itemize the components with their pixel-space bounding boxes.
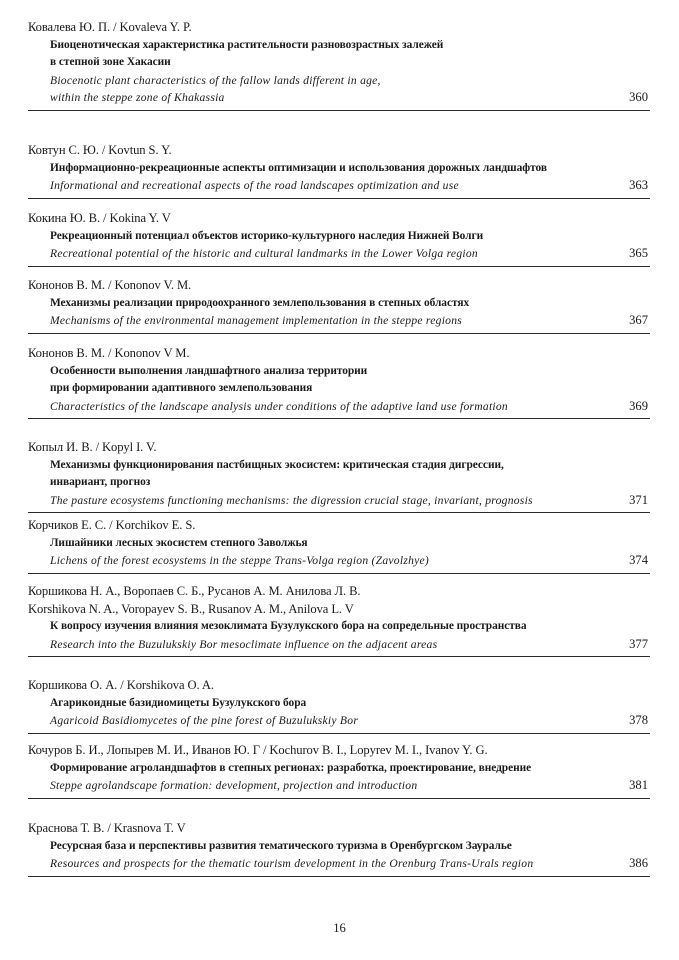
entry-page-number: 363	[629, 178, 648, 192]
entry-authors: Краснова Т. В. / Krasnova T. V	[28, 821, 186, 835]
entry-authors: Коршикова О. А. / Korshikova O. A.	[28, 678, 214, 692]
entry-page-number: 369	[629, 398, 648, 413]
entry-title-en-row	[28, 72, 650, 90]
entry-authors: Кочуров Б. И., Лопырев М. И., Иванов Ю. Г / Kochurov B. I., Lopyrev M. I., Ivanov Y. G.	[28, 743, 488, 757]
entry-title-en: Biocenotic plant characteristics of the fallow lands different in age,	[50, 73, 381, 87]
entry-authors: Кононов В. М. / Kononov V M.	[28, 346, 190, 360]
entry-page-number: 371	[629, 492, 648, 507]
entry-authors: Кононов В. М. / Kononov V. M.	[28, 278, 192, 292]
toc-entry	[28, 820, 650, 877]
entry-authors: Копыл И. В. / Kopyl I. V.	[28, 440, 157, 454]
entry-title-ru: Механизмы функционирования пастбищных экосистем: критическая стадия дигрессии,	[50, 458, 504, 471]
toc-entry	[28, 742, 650, 799]
entry-page-number: 365	[629, 246, 648, 260]
entry-title-en: within the steppe zone of Khakassia	[50, 91, 225, 104]
entry-title-en-row	[28, 89, 650, 107]
entry-title-en: Lichens of the forest ecosystems in the steppe Trans-Volga region (Zavolzhye)	[50, 554, 430, 567]
entry-title-ru: Информационно-рекреационные аспекты оптимизации и использования дорожных ландшафтов	[50, 161, 547, 174]
entry-title-ru: в степной зоне Хакасии	[50, 56, 171, 68]
entry-authors: Коршикова Н. А., Воропаев С. Б., Русанов А. М. Анилова Л. В.	[28, 584, 361, 598]
entry-title-ru: Особенности выполнения ландшафтного анализа территории	[50, 364, 368, 377]
entry-title-ru: при формировании адаптивного землепользования	[50, 382, 313, 394]
entry-title-en: Resources and prospects for the thematic tourism development in the Orenburg Trans-Urals region	[50, 857, 534, 870]
entry-title-en: The pasture ecosystems functioning mechanisms: the digression crucial stage, invariant, prognosis	[50, 493, 533, 507]
toc-entry	[28, 142, 650, 199]
entry-title-ru: Формирование агроландшафтов в степных регионах: разработка, проектирование, внедрение	[50, 761, 532, 774]
toc-entry	[28, 210, 650, 267]
toc-entry	[28, 677, 650, 734]
entry-title-en-row	[28, 177, 650, 195]
entry-title-en-row	[28, 855, 650, 873]
entry-title-ru: К вопросу изучения влияния мезоклимата Бузулукского бора на сопредельные пространства	[50, 620, 527, 632]
entry-title-en: Mechanisms of the environmental management implementation in the steppe regions	[50, 314, 463, 327]
entry-title-en-row	[28, 712, 650, 730]
entry-authors: Корчиков Е. С. / Korchikov E. S.	[28, 518, 196, 532]
entry-authors: Ковалева Ю. П. / Kovaleva Y. P.	[28, 20, 192, 34]
entry-title-en-row	[28, 552, 650, 570]
entry-title-ru: Рекреационный потенциал объектов историко-культурного наследия Нижней Волги	[50, 229, 484, 242]
entry-authors: Ковтун С. Ю. / Kovtun S. Y.	[28, 143, 172, 157]
entry-title-en: Agaricoid Basidiomycetes of the pine forest of Buzulukskiy Bor	[50, 714, 359, 727]
entry-title-ru: инвариант, прогноз	[50, 476, 151, 488]
entry-title-en-row	[28, 777, 650, 795]
entry-page-number: 386	[629, 856, 648, 870]
entry-title-ru: Агарикоидные базидиомицеты Бузулукского бора	[50, 696, 307, 709]
entry-title-ru: Биоценотическая характеристика растительности разновозрастных залежей	[50, 38, 444, 51]
entry-authors: Korshikova N. A., Voropayev S. B., Rusanov A. M., Anilova L. V	[28, 601, 354, 616]
toc-entry	[28, 345, 650, 419]
entry-title-en: Steppe agrolandscape formation: development, projection and introduction	[50, 779, 418, 792]
entry-page-number: 374	[629, 553, 648, 567]
entry-authors: Кокина Ю. В. / Kokina Y. V	[28, 211, 171, 225]
entry-title-ru: Ресурсная база и перспективы развития тематического туризма в Оренбургском Зауралье	[50, 839, 512, 852]
entry-title-en: Informational and recreational aspects of the road landscapes optimization and use	[50, 179, 459, 192]
entry-title-en: Recreational potential of the historic and cultural landmarks in the Lower Volga region	[50, 247, 478, 260]
entry-title-en-row	[28, 398, 650, 416]
toc-entry	[28, 19, 650, 111]
entry-page-number: 377	[629, 636, 648, 651]
entry-page-number: 360	[629, 90, 648, 104]
entry-title-en-row	[28, 492, 650, 510]
entry-title-en-row	[28, 312, 650, 330]
toc-entry	[28, 277, 650, 334]
entry-title-ru: Лишайники лесных экосистем степного Заволжья	[50, 536, 308, 549]
entry-page-number: 381	[629, 778, 648, 792]
toc-entry	[28, 517, 650, 574]
entry-title-en: Characteristics of the landscape analysis under conditions of the adaptive land use formation	[50, 399, 508, 413]
entry-page-number: 378	[629, 713, 648, 727]
entry-title-en-row	[28, 245, 650, 263]
entry-title-ru: Механизмы реализации природоохранного землепользования в степных областях	[50, 296, 470, 309]
toc-entry	[28, 439, 650, 513]
entry-title-en: Research into the Buzulukskiy Bor mesoclimate influence on the adjacent areas	[50, 637, 438, 651]
page-number: 16	[333, 921, 346, 935]
entry-title-en-row	[28, 636, 650, 654]
toc-entry	[28, 583, 650, 657]
entry-page-number: 367	[629, 313, 648, 327]
